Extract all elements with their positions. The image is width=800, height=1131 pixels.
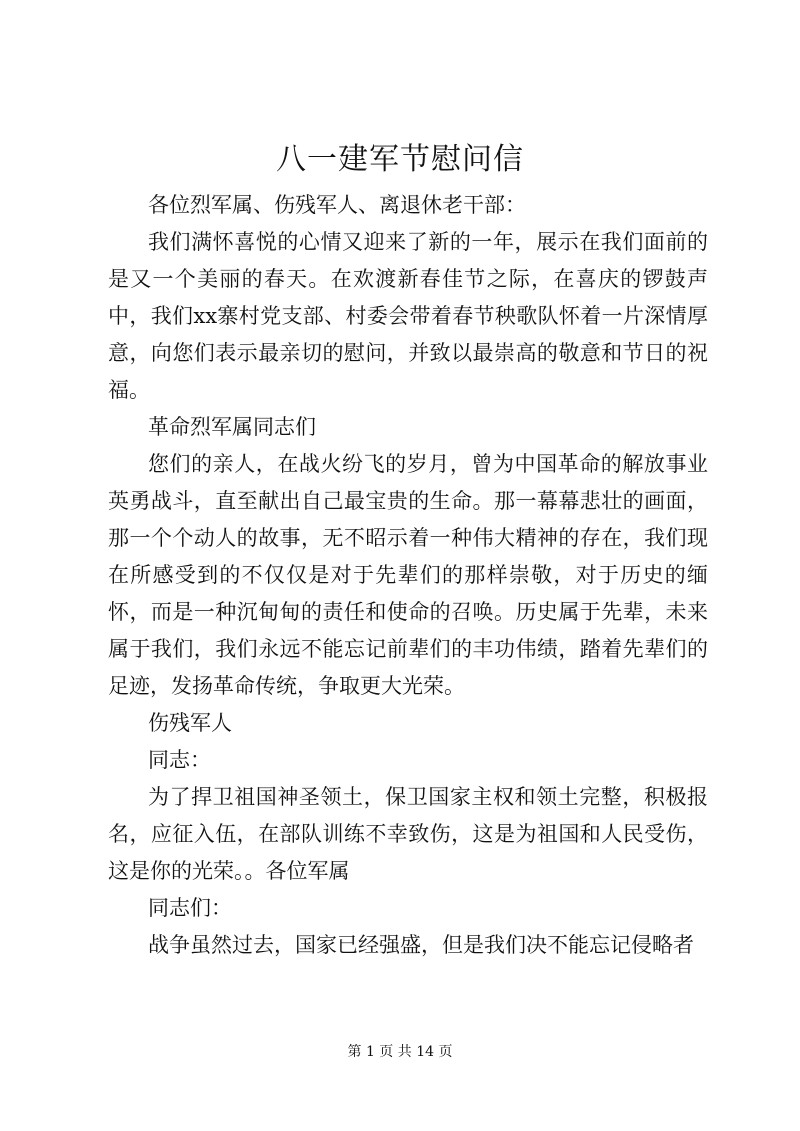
- page-footer: 第 1 页 共 14 页: [347, 1044, 453, 1060]
- section-heading-disabled-soldiers: 伤残军人: [148, 711, 232, 735]
- salutation: 各位烈军属、伤残军人、离退休老干部：: [148, 193, 526, 217]
- section-heading-martyr-families: 革命烈军属同志们: [148, 415, 316, 439]
- paragraph-disabled-soldiers: 为了捍卫祖国神圣领土，保卫国家主权和领土完整，积极报名，应征入伍，在部队训练不幸致伤，这是为祖国和人民受伤，这是你的光荣。。各位军属: [108, 785, 708, 883]
- paragraph-greeting: 我们满怀喜悦的心情又迎来了新的一年，展示在我们面前的是又一个美丽的春天。在欢渡新春佳节之际，在喜庆的锣鼓声中，我们xx寨村党支部、村委会带着春节秧歌队怀着一片深情厚意，向您们表示最亲切的慰问，并致以最崇高的敬意和节日的祝福。: [108, 230, 708, 402]
- address-comrades: 同志们：: [148, 896, 232, 920]
- document-body: [108, 187, 708, 964]
- document-title: 八一建军节慰问信: [276, 142, 524, 177]
- paragraph-military-families: 战争虽然过去，国家已经强盛，但是我们决不能忘记侵略者: [148, 933, 694, 957]
- paragraph-martyr-families: 您们的亲人，在战火纷飞的岁月，曾为中国革命的解放事业英勇战斗，直至献出自己最宝贵的生命。那一幕幕悲壮的画面，那一个个动人的故事，无不昭示着一种伟大精神的存在，我们现在所感受到的不仅仅是对于先辈们的那样崇敬，对于历史的缅怀，而是一种沉甸甸的责任和使命的召唤。历史属于先辈，未来属于我们，我们永远不能忘记前辈们的丰功伟绩，踏着先辈们的足迹，发扬革命传统，争取更大光荣。: [108, 452, 708, 698]
- address-comrade: 同志：: [148, 748, 211, 772]
